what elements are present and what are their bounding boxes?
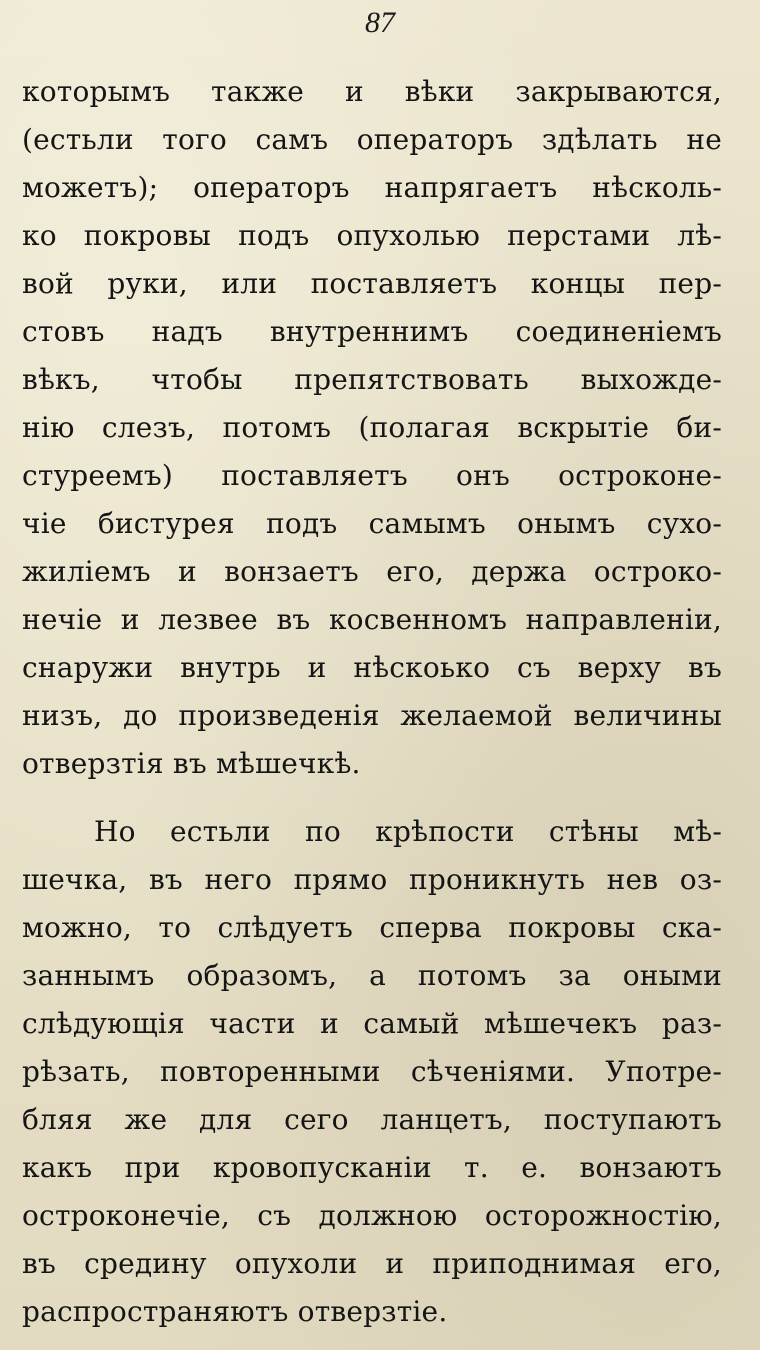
text-line: остроконечіе, съ должною осторожностію, (22, 1199, 722, 1232)
text-line: вѣкъ, чтобы препятствовать выхожде- (22, 363, 722, 396)
text-line: въ средину опухоли и приподнимая его, (22, 1247, 722, 1280)
text-line: стовъ надъ внутреннимъ соединеніемъ (22, 315, 722, 348)
text-line: распространяютъ отверзтіе. (22, 1295, 448, 1328)
text-line: нію слезъ, потомъ (полагая вскрытіе би- (22, 411, 722, 444)
text-line: ко покровы подъ опухолью перстами лѣ- (22, 219, 722, 252)
text-line: слѣдующія части и самый мѣшечекъ раз- (22, 1007, 722, 1040)
text-line: отверзтія въ мѣшечкѣ. (22, 747, 361, 780)
text-line: низъ, до произведенія желаемой величины (22, 699, 722, 732)
text-line: заннымъ образомъ, а потомъ за оными (22, 959, 722, 992)
paragraph-2 (22, 808, 722, 1336)
page-number: 87 (365, 6, 395, 39)
text-line: вой руки, или поставляетъ концы пер- (22, 267, 722, 300)
text-line: снаружи внутрь и нѣскоько съ верху въ (22, 651, 722, 684)
text-line: стуреемъ) поставляетъ онъ остроконе- (22, 459, 722, 492)
text-line: шечка, въ него прямо проникнуть нев оз- (22, 863, 722, 896)
text-line: (естьли того самъ операторъ здѣлать не (22, 123, 722, 156)
text-line: которымъ также и вѣки закрываются, (22, 75, 722, 108)
text-line: Но естьли по крѣпости стѣны мѣ- (94, 815, 722, 848)
text-line: бляя же для сего ланцетъ, поступаютъ (22, 1103, 722, 1136)
text-line: рѣзать, повторенными сѣченіями. Употре- (22, 1055, 722, 1088)
text-line: нечіе и лезвее въ косвенномъ направленіи, (22, 603, 722, 636)
text-line: можно, то слѣдуетъ сперва покровы ска- (22, 911, 722, 944)
text-line: чіе бистурея подъ самымъ онымъ сухо- (22, 507, 722, 540)
text-line: жиліемъ и вонзаетъ его, держа остроко- (22, 555, 722, 588)
text-line: можетъ); операторъ напрягаетъ нѣсколь- (22, 171, 722, 204)
text-line: какъ при кровопусканіи т. е. вонзаютъ (22, 1151, 722, 1184)
paragraph-1 (22, 68, 722, 788)
